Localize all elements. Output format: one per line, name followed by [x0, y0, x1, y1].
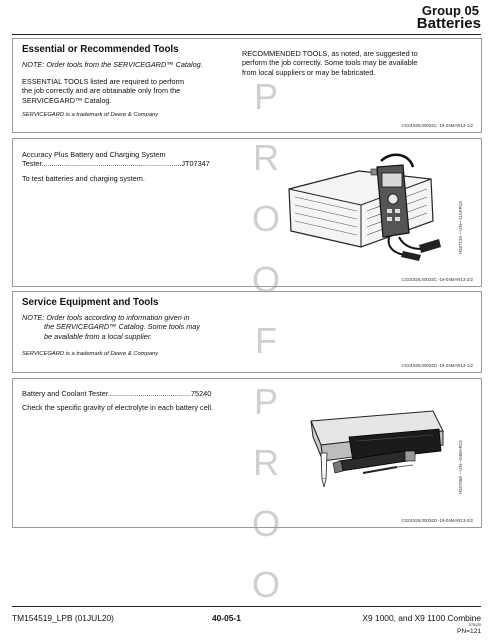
- watermark-letter: O: [251, 259, 280, 300]
- machine-model: X9 1000, and X9 1100 Combine: [362, 613, 481, 623]
- footer-rule: [12, 606, 481, 607]
- image-code: H107068 —UN—04MAR13: [458, 440, 463, 494]
- reference-code: CG01926,00034C -19-04MAR13-2/2: [401, 277, 473, 282]
- tool-description: Check the specific gravity of electrolyte in each battery cell.: [22, 403, 214, 412]
- watermark-letter: O: [251, 198, 280, 239]
- section-heading: Service Equipment and Tools: [22, 297, 159, 308]
- coolant-tester-illustration: [293, 407, 451, 491]
- text-line: SERVICEGARD™ Catalog.: [22, 95, 112, 105]
- watermark-letter: R: [253, 442, 279, 483]
- watermark-letter: P: [253, 381, 278, 422]
- watermark-letter: R: [253, 137, 279, 178]
- essential-tools-text: [22, 77, 184, 105]
- reference-code: CG01926,00034D -19-04MAR13-1/2: [401, 363, 473, 368]
- watermark-letter: P: [253, 76, 278, 117]
- watermark-letter: F: [255, 320, 277, 361]
- text-line: Accuracy Plus Battery and Charging System: [22, 150, 166, 159]
- text-line: NOTE: Order tools according to information given in: [22, 313, 190, 322]
- footer-small-code: 070120: [469, 623, 481, 627]
- battery-tester-section: [12, 138, 482, 287]
- battery-tester-illustration: [281, 149, 451, 261]
- header-rule: [12, 34, 481, 35]
- image-code: H107133 —UN—11APR13: [458, 201, 463, 254]
- watermark-letter: O: [251, 564, 280, 605]
- coolant-tester-section: [12, 378, 482, 528]
- page-number: 40-05-1: [212, 613, 241, 623]
- note-text: [22, 313, 200, 341]
- text-line: be available from a local supplier.: [44, 331, 153, 341]
- watermark-letter: O: [251, 503, 280, 544]
- text-line: the SERVICEGARD™ Catalog. Some tools may: [44, 322, 200, 332]
- text-line: RECOMMENDED TOOLS, as noted, are suggested to: [242, 49, 418, 58]
- trademark-note: SERVICEGARD is a trademark of Deere & Company: [22, 112, 159, 118]
- text-line: from local suppliers or may be fabricated.: [242, 67, 376, 77]
- text-line: ESSENTIAL TOOLS listed are required to perform: [22, 77, 185, 86]
- group-number: Group 05: [421, 3, 479, 18]
- pn-number: PN=121: [456, 628, 481, 635]
- text-line: the job correctly and are obtainable only from the: [22, 86, 181, 96]
- reference-code: CG01926,00034D -19-04MAR13-2/2: [401, 518, 473, 523]
- trademark-note: SERVICEGARD is a trademark of Deere & Company: [22, 351, 159, 357]
- essential-tools-section: [12, 38, 482, 133]
- section-heading: Essential or Recommended Tools: [22, 44, 179, 55]
- manual-number: TM154519_LPB (01JUL20): [12, 613, 114, 623]
- recommended-tools-text: [242, 49, 418, 77]
- tool-title: [22, 150, 210, 169]
- service-equipment-section: [12, 291, 482, 373]
- tool-description: To test batteries and charging system.: [22, 174, 145, 183]
- text-line: Tester.....................................................................JT07347: [22, 159, 210, 169]
- text-line: perform the job correctly. Some tools may be available: [242, 58, 418, 68]
- note-text: NOTE: Order tools from the SERVICEGARD™ Catalog.: [22, 60, 203, 69]
- page-title: Batteries: [416, 15, 481, 32]
- reference-code: CG01926,00034C -19-04MAR13-1/2: [401, 123, 473, 128]
- tool-title: Battery and Coolant Tester.........................................75240: [22, 389, 212, 398]
